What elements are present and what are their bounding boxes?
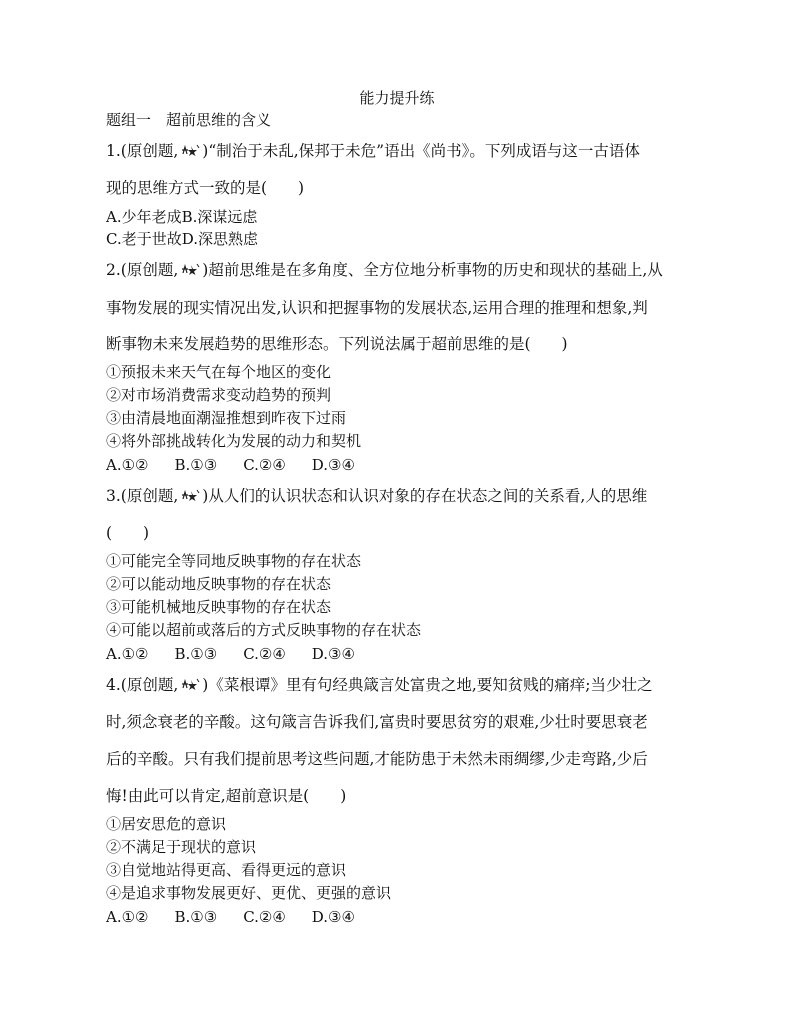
question-4-stem-line-4: 悔!由此可以肯定,超前意识是( ): [106, 787, 347, 805]
question-3-item-1: ①可能完全等同地反映事物的存在状态: [106, 552, 362, 570]
question-4-item-2: ②不满足于现状的意识: [106, 838, 257, 856]
question-2-stem-line-1: [106, 260, 663, 280]
question-3-choices: [106, 644, 355, 664]
choice-a: A.①②: [106, 645, 149, 663]
question-2-item-3: ③由清晨地面潮湿推想到昨夜下过雨: [106, 409, 347, 427]
question-4-stem-line-2: 时,须念衰老的辛酸。这句箴言告诉我们,富贵时要思贫穷的艰难,少壮时要思衰老: [106, 713, 648, 731]
question-3-stem-text: )从人们的认识状态和认识对象的存在状态之间的关系看,人的思维: [202, 487, 648, 505]
question-2-item-4: ④将外部挑战转化为发展的动力和契机: [106, 432, 362, 450]
question-2-item-1: ①预报未来天气在每个地区的变化: [106, 363, 332, 381]
question-2-item-2: ②对市场消费需求变动趋势的预判: [106, 386, 332, 404]
question-3-stem-line-2: ( ): [106, 524, 150, 542]
question-4-item-4: ④是追求事物发展更好、更优、更强的意识: [106, 884, 392, 902]
question-1-options-line-1: A.少年老成B.深谋远虑: [106, 208, 258, 226]
difficulty-star-icon: [179, 262, 201, 276]
choice-c: C.②④: [243, 908, 286, 926]
question-3-stem-line-1: [106, 486, 647, 506]
question-4-stem-text: )《菜根谭》里有句经典箴言处富贵之地,要知贫贱的痛痒;当少壮之: [202, 676, 653, 694]
page-title: 能力提升练: [359, 89, 435, 107]
question-3-item-4: ④可能以超前或落后的方式反映事物的存在状态: [106, 621, 422, 639]
choice-b: B.①③: [174, 908, 218, 926]
question-2-choices: [106, 455, 355, 475]
question-4-item-1: ①居安思危的意识: [106, 815, 227, 833]
question-4-stem-line-1: [106, 675, 652, 695]
question-3-item-2: ②可以能动地反映事物的存在状态: [106, 575, 332, 593]
question-4-stem-line-3: 后的辛酸。只有我们提前思考这些问题,才能防患于未然未雨绸缪,少走弯路,少后: [106, 750, 648, 768]
choice-b: B.①③: [174, 645, 218, 663]
question-3-source: 3.(原创题,: [106, 487, 179, 505]
question-2-stem-line-2: 事物发展的现实情况出发,认识和把握事物的发展状态,运用合理的推理和想象,判: [106, 299, 648, 317]
question-4-choices: [106, 907, 355, 927]
section-heading: 题组一 超前思维的含义: [106, 111, 272, 129]
question-2-stem-line-3: 断事物未来发展趋势的思维形态。下列说法属于超前思维的是( ): [106, 335, 568, 353]
choice-d: D.③④: [311, 456, 355, 474]
difficulty-star-icon: [179, 488, 201, 502]
question-1-source: 1.(原创题,: [106, 142, 179, 160]
choice-d: D.③④: [311, 908, 355, 926]
choice-a: A.①②: [106, 456, 149, 474]
question-1-options-line-2: C.老于世故D.深思熟虑: [106, 230, 258, 248]
question-4-item-3: ③自觉地站得更高、看得更远的意识: [106, 861, 347, 879]
question-3-item-3: ③可能机械地反映事物的存在状态: [106, 598, 332, 616]
choice-c: C.②④: [243, 645, 286, 663]
choice-a: A.①②: [106, 908, 149, 926]
difficulty-star-icon: [179, 143, 201, 157]
question-2-source: 2.(原创题,: [106, 261, 179, 279]
question-1-stem-text: )“制治于未乱,保邦于未危”语出《尚书》。下列成语与这一古语体: [202, 142, 640, 160]
question-2-stem-text: )超前思维是在多角度、全方位地分析事物的历史和现状的基础上,从: [202, 261, 663, 279]
question-1-stem-line-1: [106, 141, 640, 161]
choice-b: B.①③: [174, 456, 218, 474]
choice-d: D.③④: [311, 645, 355, 663]
question-4-source: 4.(原创题,: [106, 676, 179, 694]
question-1-stem-line-2: 现的思维方式一致的是( ): [106, 179, 305, 197]
difficulty-star-icon: [179, 677, 201, 691]
choice-c: C.②④: [243, 456, 286, 474]
